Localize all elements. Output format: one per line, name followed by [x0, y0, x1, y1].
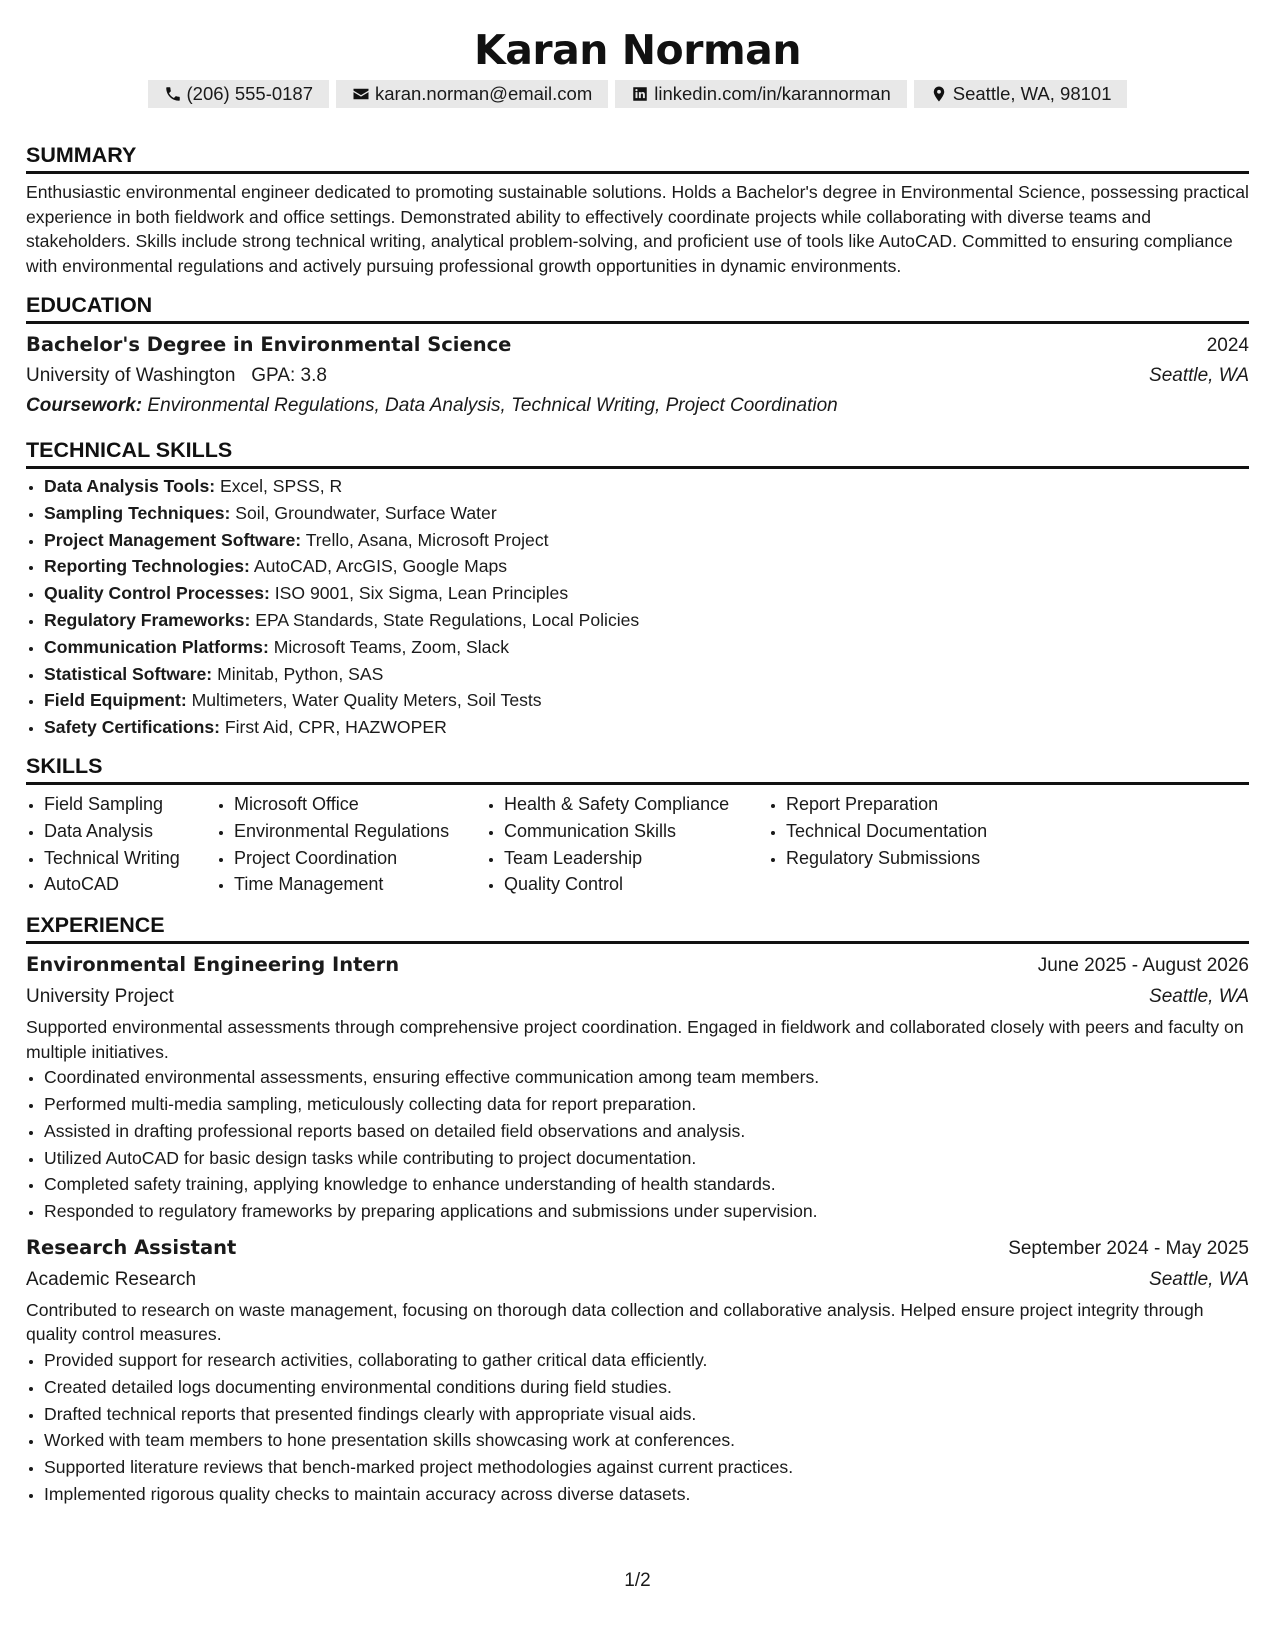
job-location: Seattle, WA: [1149, 986, 1249, 1008]
technical-skills-section: [26, 437, 1249, 741]
contact-linkedin[interactable]: [615, 80, 907, 108]
tech-skill-label: Safety Certifications:: [44, 717, 220, 738]
skill-item: • Report Preparation: [786, 791, 1046, 818]
experience-heading: EXPERIENCE: [26, 912, 1249, 944]
education-heading: EDUCATION: [26, 292, 1249, 324]
tech-skill-label: Statistical Software:: [44, 663, 213, 684]
job-bullet: • Responded to regulatory frameworks by preparing applications and submissions under supervision.: [44, 1198, 1249, 1225]
tech-skill-value: ISO 9001, Six Sigma, Lean Principles: [274, 583, 569, 604]
job-org: Academic Research: [26, 1268, 197, 1290]
map-pin-icon: [930, 85, 948, 103]
technical-skills-heading: TECHNICAL SKILLS: [26, 437, 1249, 469]
job-dates: September 2024 - May 2025: [1008, 1237, 1249, 1259]
skill-item: • Team Leadership: [504, 845, 766, 872]
job-title: Research Assistant: [26, 1235, 237, 1259]
tech-skill-value: First Aid, CPR, HAZWOPER: [224, 717, 447, 738]
candidate-name: Karan Norman: [473, 26, 802, 74]
coursework-line: [26, 391, 1249, 421]
job-bullet: • Assisted in drafting professional reports based on detailed field observations and analysis.: [44, 1118, 1249, 1145]
job-bullet: • Utilized AutoCAD for basic design tasks while contributing to project documentation.: [44, 1145, 1249, 1172]
job-title-row: [26, 1233, 1249, 1264]
skills-column: [216, 791, 484, 898]
job-entry: [26, 1233, 1249, 1508]
education-title-row: [26, 330, 1249, 361]
skills-section: [26, 753, 1249, 898]
job-org-row: [26, 981, 1249, 1013]
tech-skill-item: [44, 687, 1249, 714]
tech-skill-label: Regulatory Frameworks:: [44, 609, 251, 630]
gpa: GPA: 3.8: [251, 365, 327, 386]
tech-skill-value: Trello, Asana, Microsoft Project: [305, 529, 549, 550]
job-location: Seattle, WA: [1149, 1268, 1249, 1290]
education-section: [26, 292, 1249, 421]
tech-skill-item: [44, 500, 1249, 527]
job-title: Environmental Engineering Intern: [26, 953, 400, 977]
contact-email[interactable]: [336, 80, 608, 108]
skill-item: • Quality Control: [504, 871, 766, 898]
skill-item: • Environmental Regulations: [234, 818, 484, 845]
tech-skill-label: Reporting Technologies:: [44, 556, 250, 577]
tech-skill-label: Field Equipment:: [44, 690, 187, 711]
tech-skill-label: Sampling Techniques:: [44, 502, 231, 523]
job-bullet: • Worked with team members to hone presentation skills showcasing work at conferences.: [44, 1427, 1249, 1454]
skill-item: • Project Coordination: [234, 845, 484, 872]
tech-skill-label: Data Analysis Tools:: [44, 476, 216, 496]
technical-skills-list: [26, 473, 1249, 741]
tech-skill-value: Microsoft Teams, Zoom, Slack: [273, 636, 510, 657]
job-entry: [26, 950, 1249, 1225]
phone-text: (206) 555-0187: [186, 83, 314, 104]
skill-item: • Field Sampling: [44, 791, 214, 818]
job-summary: Contributed to research on waste management, focusing on thorough data collection and collaborative analysis. Helped ensure project integrity through quality control measures.: [26, 1299, 1204, 1345]
summary-section: [26, 142, 1249, 278]
skill-item: • Microsoft Office: [234, 791, 484, 818]
tech-skill-label: Communication Platforms:: [44, 636, 269, 657]
job-bullets: [26, 1347, 1249, 1508]
phone-icon: [164, 85, 182, 103]
degree-year: 2024: [1206, 335, 1249, 356]
skill-item: • Communication Skills: [504, 818, 766, 845]
tech-skill-item: [44, 661, 1249, 688]
tech-skill-value: Multimeters, Water Quality Meters, Soil Tests: [191, 690, 542, 711]
summary-text: Enthusiastic environmental engineer dedicated to promoting sustainable solutions. Holds a Bachelor's degree in Environmental Science, possessing practical experience in both fieldwork and office settings. Demonstrated ability to effectively coordinate projects while collaborating with diverse teams and stakeholders. Skills include strong technical writing, analytical problem-solving, and proficient use of tools like AutoCAD. Committed to ensuring compliance with environmental regulations and actively pursuing professional growth opportunities in dynamic environments.: [26, 182, 1249, 276]
school-name: University of Washington: [26, 365, 236, 386]
tech-skill-value: Minitab, Python, SAS: [217, 663, 384, 684]
job-bullet: • Performed multi-media sampling, meticulously collecting data for report preparation.: [44, 1091, 1249, 1118]
skills-heading: SKILLS: [26, 753, 1249, 785]
tech-skill-item: [44, 580, 1249, 607]
contact-bar: [26, 80, 1249, 108]
email-text[interactable]: karan.norman@email.com: [375, 83, 593, 104]
skill-item: • Technical Documentation: [786, 818, 1046, 845]
tech-skill-value: EPA Standards, State Regulations, Local Policies: [255, 609, 640, 630]
tech-skill-value: AutoCAD, ArcGIS, Google Maps: [253, 556, 508, 577]
skills-column: [486, 791, 766, 898]
skill-item: • Health & Safety Compliance: [504, 791, 766, 818]
resume-page: [26, 0, 1249, 1508]
linkedin-text[interactable]: linkedin.com/in/karannorman: [654, 83, 891, 104]
job-bullet: • Drafted technical reports that presented findings clearly with appropriate visual aids.: [44, 1401, 1249, 1428]
coursework-list: Environmental Regulations, Data Analysis, Technical Writing, Project Coordination: [147, 395, 838, 416]
job-bullet: • Provided support for research activities, collaborating to gather critical data efficiently.: [44, 1347, 1249, 1374]
job-summary: Supported environmental assessments through comprehensive project coordination. Engaged in fieldwork and collaborated closely with peers and faculty on multiple initiatives.: [26, 1017, 1244, 1062]
school-line: [26, 361, 327, 391]
tech-skill-label: Project Management Software:: [44, 529, 302, 550]
location-text: Seattle, WA, 98101: [952, 83, 1112, 104]
tech-skill-value: Soil, Groundwater, Surface Water: [235, 502, 497, 523]
job-bullet: • Supported literature reviews that bench-marked project methodologies against current practices.: [44, 1454, 1249, 1481]
skill-item: • AutoCAD: [44, 871, 214, 898]
skills-grid: [26, 791, 1249, 898]
job-dates: June 2025 - August 2026: [1037, 955, 1249, 977]
tech-skill-item: [44, 527, 1249, 554]
coursework-label: Coursework:: [26, 395, 143, 416]
job-bullet: • Coordinated environmental assessments, ensuring effective communication among team members.: [44, 1064, 1249, 1091]
school-location: Seattle, WA: [1149, 365, 1249, 386]
page-number: 1/2: [624, 1570, 651, 1591]
envelope-icon: [352, 85, 370, 103]
job-bullet: • Completed safety training, applying knowledge to enhance understanding of health standards.: [44, 1171, 1249, 1198]
tech-skill-item: [44, 473, 1249, 500]
education-school-row: [26, 361, 1249, 391]
contact-location: [914, 80, 1128, 108]
degree-title: Bachelor's Degree in Environmental Science: [26, 333, 512, 356]
linkedin-icon: [631, 85, 649, 103]
tech-skill-item: [44, 634, 1249, 661]
experience-section: [26, 912, 1249, 1508]
tech-skill-label: Quality Control Processes:: [44, 583, 270, 604]
tech-skill-item: [44, 607, 1249, 634]
job-bullet: • Implemented rigorous quality checks to maintain accuracy across diverse datasets.: [44, 1481, 1249, 1508]
job-org: University Project: [26, 986, 174, 1008]
job-bullet: • Created detailed logs documenting environmental conditions during field studies.: [44, 1374, 1249, 1401]
job-title-row: [26, 950, 1249, 981]
skills-column: [26, 791, 214, 898]
job-org-row: [26, 1264, 1249, 1296]
skill-item: • Regulatory Submissions: [786, 845, 1046, 872]
job-bullets: [26, 1064, 1249, 1225]
skill-item: • Technical Writing: [44, 845, 214, 872]
tech-skill-value: Excel, SPSS, R: [219, 476, 343, 496]
tech-skill-item: [44, 714, 1249, 741]
skills-column: [768, 791, 1046, 898]
skill-item: • Data Analysis: [44, 818, 214, 845]
tech-skill-item: [44, 553, 1249, 580]
skill-item: • Time Management: [234, 871, 484, 898]
summary-heading: SUMMARY: [26, 142, 1249, 174]
contact-phone: [148, 80, 330, 108]
